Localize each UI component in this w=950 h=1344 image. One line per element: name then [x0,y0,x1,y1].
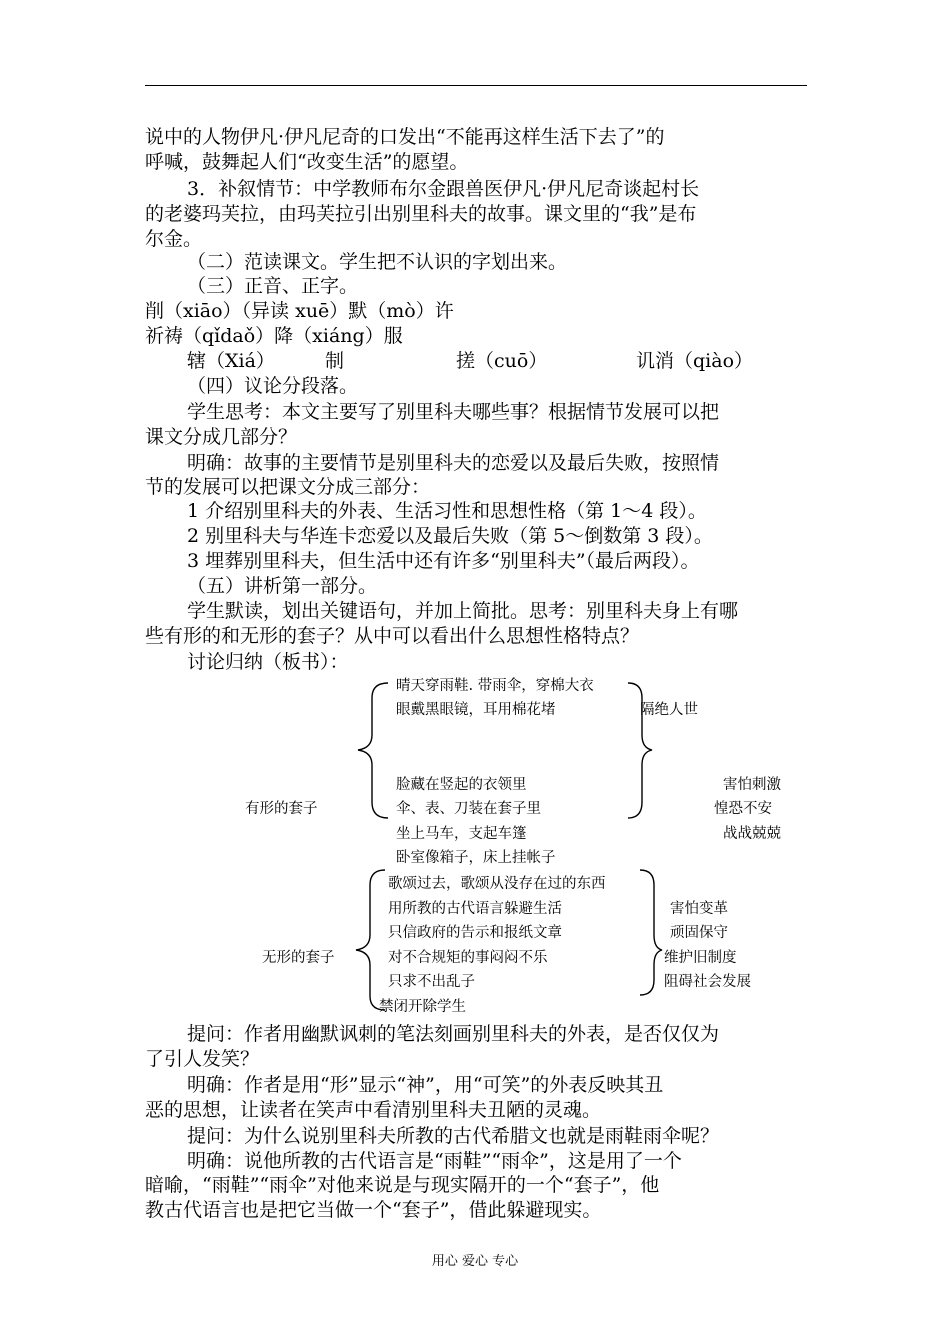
invisible-sheath-trait: 维护旧制度 [664,950,737,966]
invisible-sheath-trait: 害怕变革 [670,901,728,917]
section-heading: （二）范读课文。学生把不认识的字划出来。 [187,251,568,273]
list-item: 1 介绍别里科夫的外表、生活习性和思想性格（第 1～4 段）。 [187,500,707,522]
text-line: 呼喊，鼓舞起人们“改变生活”的愿望。 [145,151,469,173]
pronunciation-item: 制 [325,350,345,372]
text-line: 些有形的和无形的套子？从中可以看出什么思想性格特点？ [145,625,640,647]
text-line: 教古代语言也是把它当做一个“套子”，借此躲避现实。 [145,1199,602,1221]
visible-sheath-item: 伞、表、刀装在套子里 [396,801,541,817]
text-line: 提问：为什么说别里科夫所教的古代希腊文也就是雨鞋雨伞呢？ [187,1125,720,1147]
text-line: 课文分成几部分？ [145,426,298,448]
page-footer: 用心 爱心 专心 [431,1254,519,1269]
visible-sheath-trait: 惶恐不安 [714,801,772,817]
pronunciation-item: 搓（cuō） [456,350,548,372]
text-line: 学生思考：本文主要写了别里科夫哪些事？根据情节发展可以把 [187,401,720,423]
text-line: 暗喻，“雨鞋”“雨伞”对他来说是与现实隔开的一个“套子”，他 [145,1174,660,1196]
visible-sheath-trait: 害怕刺激 [723,777,781,793]
invisible-sheath-trait: 顽固保守 [670,925,728,941]
invisible-sheath-item: 禁闭开除学生 [379,999,466,1015]
text-line: 节的发展可以把课文分成三部分： [145,476,431,498]
visible-sheath-item: 坐上马车，支起车篷 [396,826,527,842]
list-item: 2 别里科夫与华连卡恋爱以及最后失败（第 5～倒数第 3 段）。 [187,525,713,547]
list-item: 3 埋葬别里科夫，但生活中还有许多“别里科夫”（最后两段）。 [187,550,700,572]
pronunciation-line: 削（xiāo）（异读 xuē）默（mò）许 [145,300,454,322]
pronunciation-item: 辖（Xiá） [187,350,275,372]
visible-sheath-item: 卧室像箱子，床上挂帐子 [396,850,556,866]
invisible-sheath-item: 对不合规矩的事闷闷不乐 [388,950,548,966]
visible-sheath-label: 有形的套子 [245,801,318,817]
text-line: 的老婆玛芙拉，由玛芙拉引出别里科夫的故事。课文里的“我”是布 [145,203,697,225]
text-line: 明确：作者是用“形”显示“神”，用“可笑”的外表反映其丑 [187,1074,664,1096]
text-line: 恶的思想，让读者在笑声中看清别里科夫丑陋的灵魂。 [145,1099,602,1121]
visible-sheath-result: 隔绝人世 [640,702,698,718]
section-heading: （三）正音、正字。 [187,275,359,297]
invisible-sheath-item: 只信政府的告示和报纸文章 [388,925,562,941]
visible-sheath-item: 晴天穿雨鞋. 带雨伞，穿棉大衣 [396,678,594,694]
visible-sheath-trait: 战战兢兢 [723,826,781,842]
visible-sheath-item: 脸藏在竖起的衣领里 [396,777,527,793]
text-line: 明确：故事的主要情节是别里科夫的恋爱以及最后失败，按照情 [187,452,720,474]
pronunciation-line: 祈祷（qǐdaǒ）降（xiáng）服 [145,325,403,347]
invisible-sheath-label: 无形的套子 [262,950,335,966]
invisible-sheath-item: 只求不出乱子 [388,974,475,990]
text-line: 了引人发笑？ [145,1048,260,1070]
header-rule [145,85,807,86]
invisible-sheath-item: 歌颂过去，歌颂从没存在过的东西 [388,876,606,892]
text-line: 讨论归纳（板书）： [187,651,349,673]
section-heading: （四）议论分段落。 [187,375,359,397]
text-line: 3．补叙情节：中学教师布尔金跟兽医伊凡·伊凡尼奇谈起村长 [187,178,700,200]
text-line: 尔金。 [145,228,203,250]
invisible-sheath-item: 用所教的古代语言躲避生活 [388,901,562,917]
pronunciation-item: 讥消（qiào） [636,350,754,372]
text-line: 学生默读，划出关键语句，并加上简批。思考：别里科夫身上有哪 [187,600,739,622]
text-line: 明确：说他所教的古代语言是“雨鞋”“雨伞”，这是用了一个 [187,1150,682,1172]
visible-sheath-item: 眼戴黑眼镜，耳用棉花堵 [396,702,556,718]
invisible-sheath-trait: 阻碍社会发展 [664,974,751,990]
text-line: 提问：作者用幽默讽刺的笔法刻画别里科夫的外表，是否仅仅为 [187,1023,720,1045]
section-heading: （五）讲析第一部分。 [187,575,378,597]
text-line: 说中的人物伊凡·伊凡尼奇的口发出“不能再这样生活下去了”的 [145,126,665,148]
